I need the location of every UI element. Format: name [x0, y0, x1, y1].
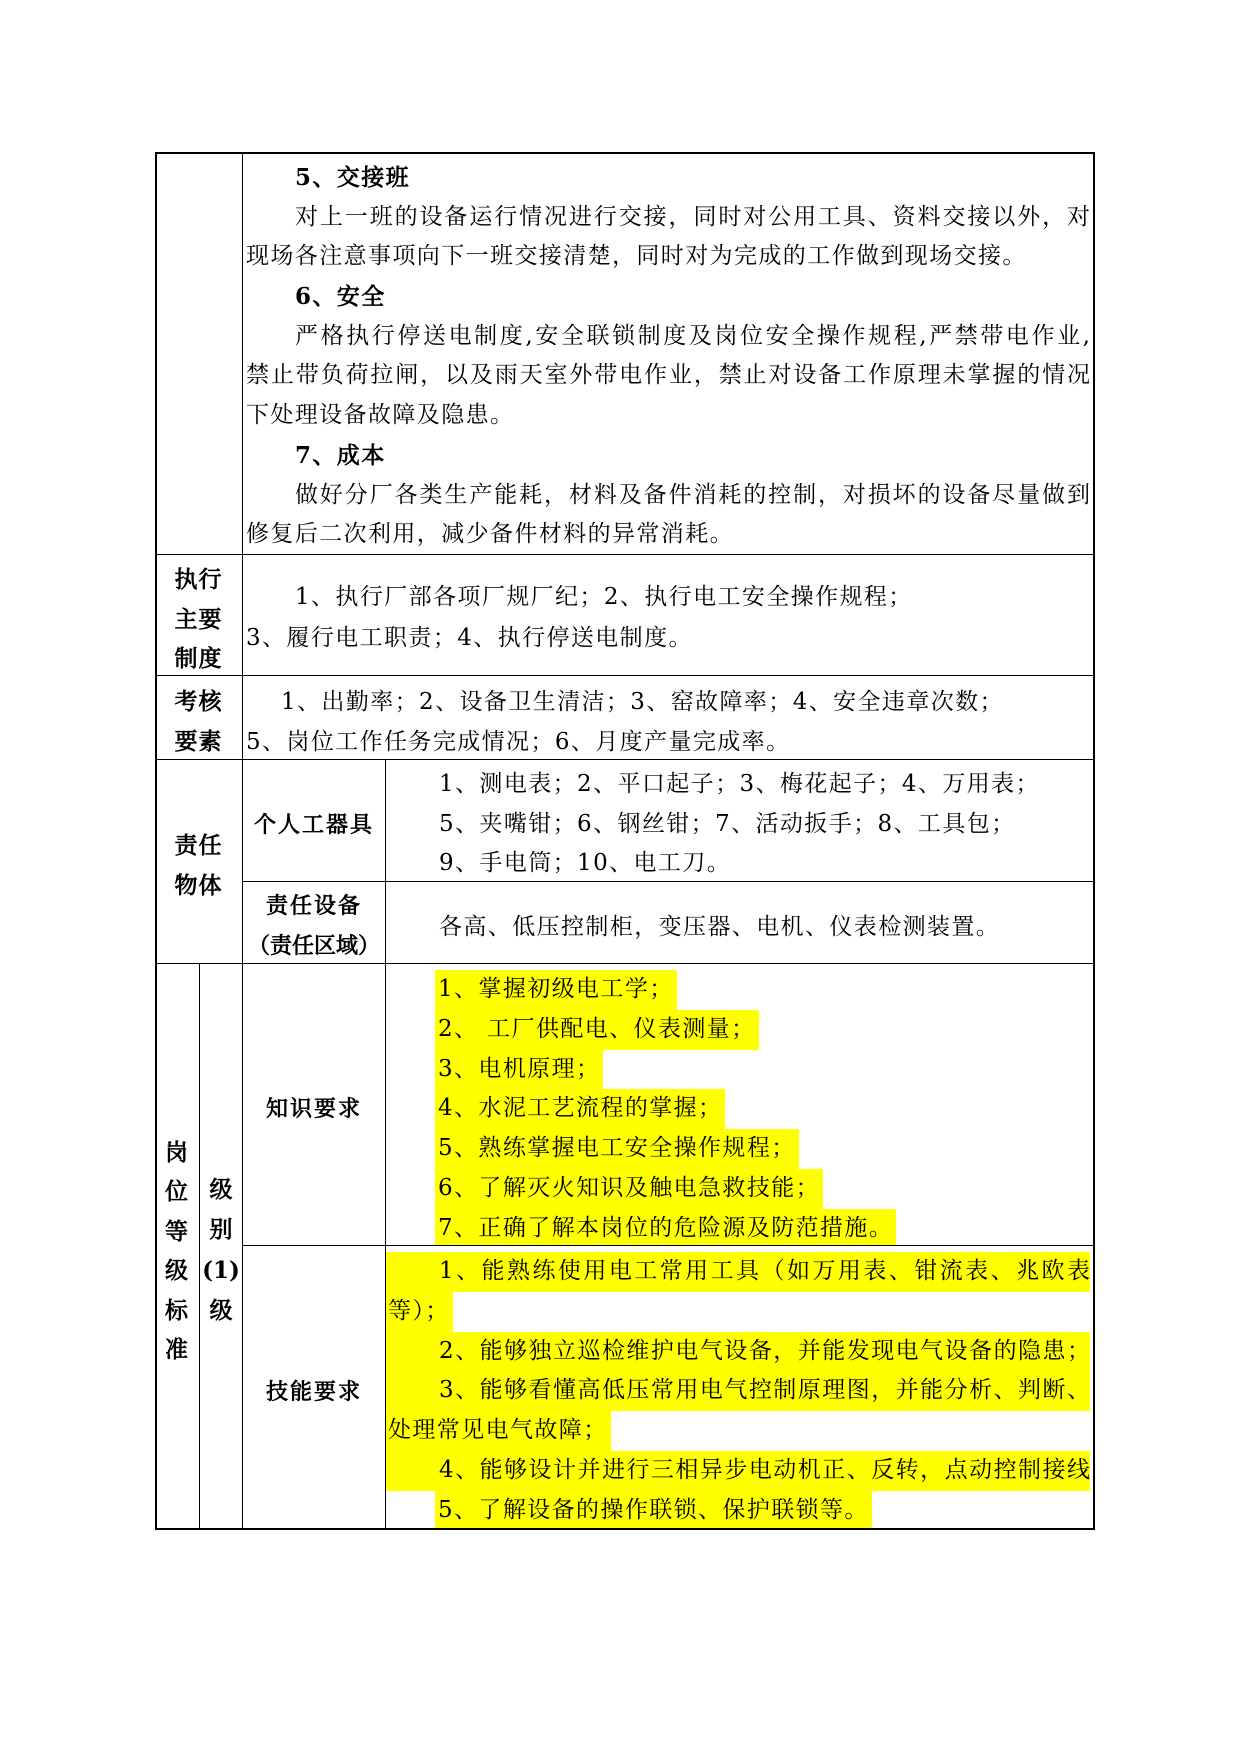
- job-description-table: [155, 152, 1095, 1530]
- responsible-objects-label-line: 物体: [174, 872, 223, 899]
- regulations-content: [243, 555, 1095, 676]
- knowledge-item-text: 2、 工厂供配电、仪表测量；: [435, 1010, 759, 1050]
- assessment-label: [155, 676, 243, 760]
- knowledge-label: [243, 964, 386, 1246]
- skills-line-text: 5、了解设备的操作联锁、保护联锁等。: [435, 1491, 872, 1530]
- skills-line: 2、能够独立巡检维护电气设备，并能发现电气设备的隐患；: [386, 1332, 1090, 1372]
- knowledge-item-text: 5、熟练掌握电工安全操作规程；: [435, 1129, 799, 1169]
- knowledge-item-text: 1、掌握初级电工学；: [435, 970, 677, 1010]
- knowledge-item: [386, 1129, 1090, 1169]
- regulations-label: [155, 555, 243, 676]
- skills-line: [386, 1411, 1090, 1451]
- knowledge-item-text: 4、水泥工艺流程的掌握；: [435, 1089, 725, 1129]
- personal-tools-line: 9、手电筒；10、电工刀。: [439, 850, 732, 876]
- knowledge-item: [386, 1050, 1090, 1090]
- skills-label: [243, 1246, 386, 1530]
- grade-level-char: (1): [202, 1256, 240, 1284]
- grade-standard-char: 等: [165, 1217, 189, 1245]
- assessment-line: 1、出勤率；2、设备卫生清洁；3、窑故障率；4、安全违章次数；: [281, 689, 1004, 715]
- knowledge-item-text: 3、电机原理；: [435, 1050, 603, 1090]
- skills-line: 4、能够设计并进行三相异步电动机正、反转，点动控制接线: [386, 1451, 1090, 1491]
- equipment-label-line: （责任区域）: [247, 932, 380, 959]
- assessment-label-line: 考核: [174, 688, 223, 715]
- personal-tools-label: [243, 760, 386, 882]
- personal-tools-line: 1、测电表；2、平口起子；3、梅花起子；4、万用表；: [439, 771, 1040, 797]
- personal-tools-line: 5、夹嘴钳；6、钢丝钳；7、活动扳手；8、工具包；: [439, 810, 1016, 837]
- skills-line: [386, 1292, 1090, 1332]
- section-heading-cost: 7、成本: [295, 441, 386, 469]
- knowledge-item: [386, 970, 1090, 1010]
- regulations-label-line: 制度: [174, 645, 223, 672]
- equipment-label: [243, 882, 386, 964]
- regulations-line: 3、履行电工职责；4、执行停送电制度。: [246, 624, 693, 651]
- knowledge-label-text: 知识要求: [265, 1096, 362, 1122]
- grade-standard-char: 级: [165, 1257, 189, 1285]
- equipment-text: 各高、低压控制柜，变压器、电机、仪表检测装置。: [439, 914, 1001, 940]
- regulations-label-line: 主要: [174, 605, 223, 633]
- skills-line-text: 处理常见电气故障；: [386, 1411, 611, 1451]
- skills-content: [386, 1246, 1095, 1530]
- cost-text-line: 做好分厂各类生产能耗，材料及备件消耗的控制，对损坏的设备尽量做到: [295, 481, 1090, 508]
- blank-label-cell: [155, 152, 243, 555]
- assessment-line: 5、岗位工作任务完成情况；6、月度产量完成率。: [246, 729, 791, 755]
- grade-level-char: 级: [209, 1176, 233, 1203]
- grade-standard-char: 岗: [165, 1139, 189, 1166]
- regulations-line: 1、执行厂部各项厂规厂纪；2、执行电工安全操作规程；: [295, 584, 913, 610]
- skills-line-text: 等）；: [386, 1292, 453, 1332]
- personal-tools-content: [386, 760, 1095, 882]
- responsible-objects-label: [155, 760, 243, 964]
- grade-level-label: [200, 964, 243, 1530]
- handover-text-line: 对上一班的设备运行情况进行交接，同时对公用工具、资料交接以外，对: [295, 203, 1090, 230]
- personal-tools-label-text: 个人工器具: [253, 812, 374, 838]
- section-heading-handover: 5、交接班: [295, 164, 411, 191]
- knowledge-item: [386, 1089, 1090, 1129]
- equipment-label-line: 责任设备: [265, 893, 362, 919]
- knowledge-item-text: 6、了解灭火知识及触电急救技能；: [435, 1169, 823, 1209]
- grade-standard-char: 位: [165, 1178, 189, 1206]
- regulations-label-line: 执行: [174, 566, 223, 593]
- grade-level-char: 别: [209, 1216, 233, 1244]
- knowledge-item: [386, 1169, 1090, 1209]
- knowledge-item-text: 7、正确了解本岗位的危险源及防范措施。: [435, 1209, 896, 1246]
- grade-standard-char: 准: [165, 1335, 189, 1363]
- cost-text-line: 修复后二次利用，减少备件材料的异常消耗。: [246, 521, 734, 548]
- knowledge-item: [386, 1209, 1090, 1246]
- grade-level-char: 级: [209, 1296, 233, 1324]
- skills-line: 3、能够看懂高低压常用电气控制原理图，并能分析、判断、: [386, 1371, 1090, 1411]
- safety-text-line: 下处理设备故障及隐患。: [246, 402, 515, 429]
- duties-cell: [243, 152, 1095, 555]
- responsible-objects-label-line: 责任: [174, 832, 223, 859]
- safety-text-line: 严格执行停送电制度,安全联锁制度及岗位安全操作规程,严禁带电作业,: [295, 322, 1090, 349]
- knowledge-content: [386, 964, 1095, 1246]
- grade-standard-char: 标: [165, 1296, 189, 1324]
- skills-label-text: 技能要求: [265, 1379, 362, 1405]
- equipment-content: [386, 882, 1095, 964]
- handover-text-line: 现场各注意事项向下一班交接清楚，同时对为完成的工作做到现场交接。: [246, 243, 1027, 270]
- skills-line: 1、能熟练使用电工常用工具（如万用表、钳流表、兆欧表: [386, 1252, 1090, 1292]
- grade-standard-label: [155, 964, 200, 1530]
- knowledge-item: [386, 1010, 1090, 1050]
- assessment-content: [243, 676, 1095, 760]
- assessment-label-line: 要素: [174, 728, 223, 755]
- skills-line: [386, 1491, 1090, 1530]
- safety-text-line: 禁止带负荷拉闸，以及雨天室外带电作业，禁止对设备工作原理未掌握的情况: [246, 362, 1090, 389]
- section-heading-safety: 6、安全: [295, 283, 386, 311]
